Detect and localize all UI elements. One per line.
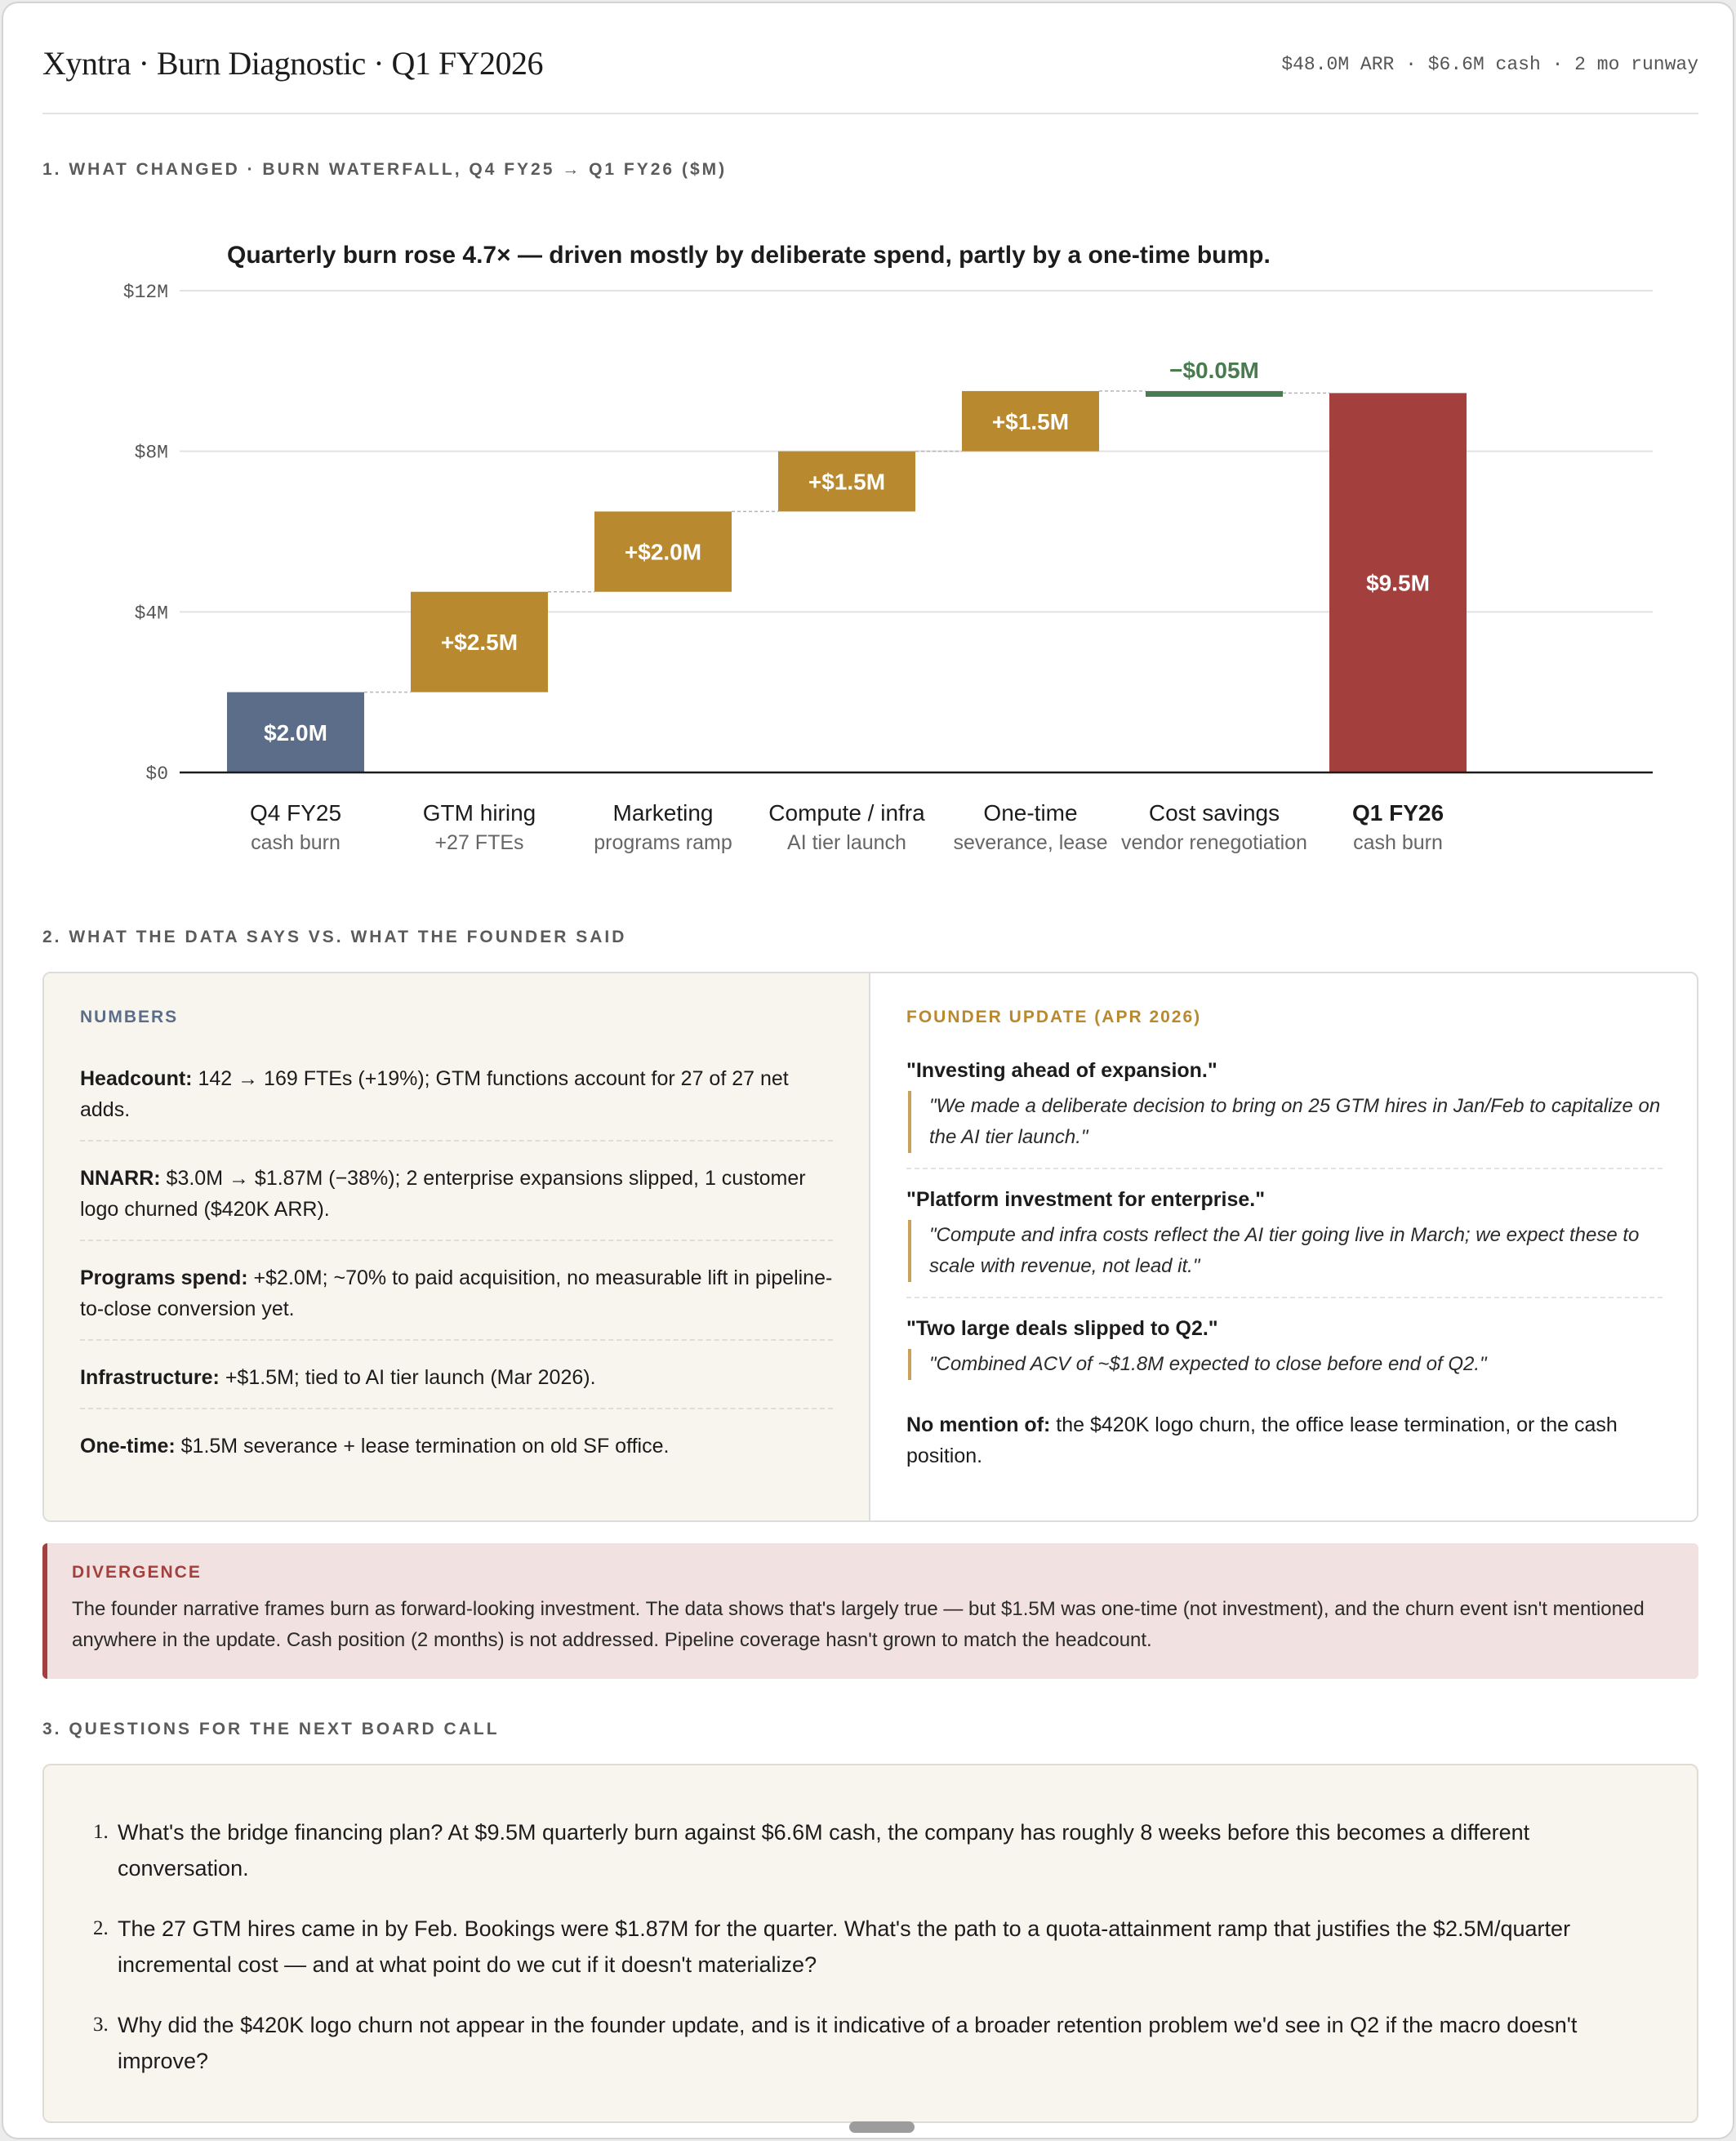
questions-list (93, 1814, 1656, 2079)
bar-value-label: $2.0M (264, 719, 327, 746)
comparison-panel (42, 972, 1698, 1522)
no-mention-label: No mention of: (906, 1413, 1051, 1436)
x-category-label: Compute / infra (768, 800, 925, 826)
x-category-sublabel: +27 FTEs (434, 831, 524, 854)
y-tick-label: $4M (134, 603, 168, 625)
numbers-list (80, 1055, 833, 1476)
waterfall-svg (42, 216, 1698, 869)
y-tick-label: $0 (145, 763, 168, 785)
x-category-sublabel: vendor renegotiation (1121, 831, 1307, 854)
numbers-heading: NUMBERS (80, 1008, 179, 1026)
founder-column (870, 973, 1698, 1520)
quote-headline: "Two large deals slipped to Q2." (906, 1317, 1218, 1340)
divergence-body: The founder narrative frames burn as forward-looking investment. The data shows that's largely true — but $1.5M was one-time (not investment), and the churn event isn't mentioned anywhere in the update. Cash position (2 months) is not addressed. Pipeline coverage hasn't grown to match the headcount. (72, 1598, 1645, 1651)
numbers-item-label: Headcount: (80, 1067, 193, 1090)
bar-value-label: +$2.0M (624, 539, 702, 565)
x-category-label: GTM hiring (422, 800, 536, 826)
founder-heading: FOUNDER UPDATE (APR 2026) (906, 1008, 1202, 1026)
numbers-item (80, 1354, 833, 1409)
section-label-questions: 3. QUESTIONS FOR THE NEXT BOARD CALL (42, 1720, 500, 1738)
numbers-item-text: $1.5M severance + lease termination on old SF office. (175, 1435, 670, 1458)
question-number: 2. (93, 1917, 109, 1939)
quote-body: "Combined ACV of ~$1.8M expected to close before end of Q2." (908, 1349, 1663, 1380)
numbers-column (44, 973, 870, 1520)
numbers-item-label: NNARR: (80, 1167, 161, 1190)
numbers-item-text: +$2.0M; ~70% to paid acquisition, no measurable lift in pipeline-to-close conversion yet. (80, 1266, 833, 1320)
bar-value-label: $9.5M (1366, 570, 1430, 596)
section-label-what-changed: 1. WHAT CHANGED · BURN WATERFALL, Q4 FY25 → Q1 FY26 ($M) (42, 160, 728, 179)
no-mention-text: the $420K logo churn, the office lease termination, or the cash position. (906, 1413, 1618, 1467)
x-category-label: Cost savings (1148, 800, 1280, 826)
numbers-item (80, 1055, 833, 1142)
numbers-item-text: +$1.5M; tied to AI tier launch (Mar 2026). (219, 1366, 596, 1389)
x-category-sublabel: cash burn (1353, 831, 1443, 854)
x-category-label: One-time (983, 800, 1078, 826)
x-category-sublabel: AI tier launch (787, 831, 906, 854)
founder-quote (906, 1313, 1663, 1395)
numbers-item (80, 1155, 833, 1241)
report-header (42, 3, 1698, 114)
y-tick-label: $8M (134, 442, 168, 464)
question-item (93, 1911, 1656, 1983)
numbers-item-label: One-time: (80, 1435, 176, 1458)
x-category-sublabel: severance, lease (953, 831, 1108, 854)
founder-quote (906, 1055, 1663, 1169)
page-title: Xyntra · Burn Diagnostic · Q1 FY2026 (42, 45, 544, 82)
chart-title: Quarterly burn rose 4.7× — driven mostly by deliberate spend, partly by a one-time bump. (227, 242, 1271, 269)
question-item (93, 2007, 1656, 2079)
quote-headline: "Platform investment for enterprise." (906, 1188, 1266, 1211)
bar-value-label: −$0.05M (1169, 357, 1259, 383)
header-stats: $48.0M ARR · $6.6M cash · 2 mo runway (1281, 54, 1698, 75)
question-text: The 27 GTM hires came in by Feb. Bookings were $1.87M for the quarter. What's the path to a quota-attainment ramp that justifies the $2.5M/quarter incremental cost — and at what point do we cut if it doesn't materialize? (118, 1916, 1571, 1977)
y-tick-label: $12M (122, 282, 168, 303)
question-number: 1. (93, 1821, 109, 1843)
divergence-callout (42, 1543, 1698, 1679)
report-card (2, 2, 1734, 2139)
quote-body: "Compute and infra costs reflect the AI tier going live in March; we expect these to scale with revenue, not lead it." (908, 1220, 1663, 1282)
waterfall-bar (1146, 391, 1283, 397)
numbers-item-text: 142 → 169 FTEs (+19%); GTM functions account for 27 of 27 net adds. (80, 1067, 789, 1121)
x-category-label: Q1 FY26 (1351, 800, 1444, 826)
x-category-sublabel: cash burn (251, 831, 341, 854)
no-mention-note (906, 1409, 1663, 1471)
section-label-data-vs-founder: 2. WHAT THE DATA SAYS VS. WHAT THE FOUNDER SAID (42, 928, 627, 946)
question-text: Why did the $420K logo churn not appear in the founder update, and is it indicative of a broader retention problem we'd see in Q2 if the macro doesn't improve? (118, 2013, 1578, 2073)
question-number: 3. (93, 2014, 109, 2036)
numbers-item-text: $3.0M → $1.87M (−38%); 2 enterprise expansions slipped, 1 customer logo churned ($420K ARR). (80, 1167, 806, 1221)
bar-value-label: +$1.5M (808, 469, 886, 495)
x-category-label: Q4 FY25 (249, 800, 342, 826)
scroll-handle[interactable] (849, 2121, 915, 2133)
question-item (93, 1814, 1656, 1886)
quote-body: "We made a deliberate decision to bring on 25 GTM hires in Jan/Feb to capitalize on the AI tier launch." (908, 1091, 1663, 1153)
bar-value-label: +$2.5M (440, 630, 519, 656)
numbers-item-label: Programs spend: (80, 1266, 248, 1289)
x-category-sublabel: programs ramp (594, 831, 732, 854)
questions-panel (42, 1764, 1698, 2123)
numbers-item (80, 1422, 833, 1476)
bar-value-label: +$1.5M (991, 408, 1070, 434)
report-content (42, 3, 1698, 2139)
divergence-heading: DIVERGENCE (72, 1563, 202, 1582)
numbers-item-label: Infrastructure: (80, 1366, 220, 1389)
numbers-item (80, 1254, 833, 1341)
quote-headline: "Investing ahead of expansion." (906, 1059, 1217, 1082)
waterfall-chart (42, 216, 1698, 869)
quotes-list (906, 1055, 1663, 1395)
question-text: What's the bridge financing plan? At $9.5M quarterly burn against $6.6M cash, the company has roughly 8 weeks before this becomes a different conversation. (118, 1820, 1530, 1881)
founder-quote (906, 1184, 1663, 1298)
x-category-label: Marketing (612, 800, 714, 826)
